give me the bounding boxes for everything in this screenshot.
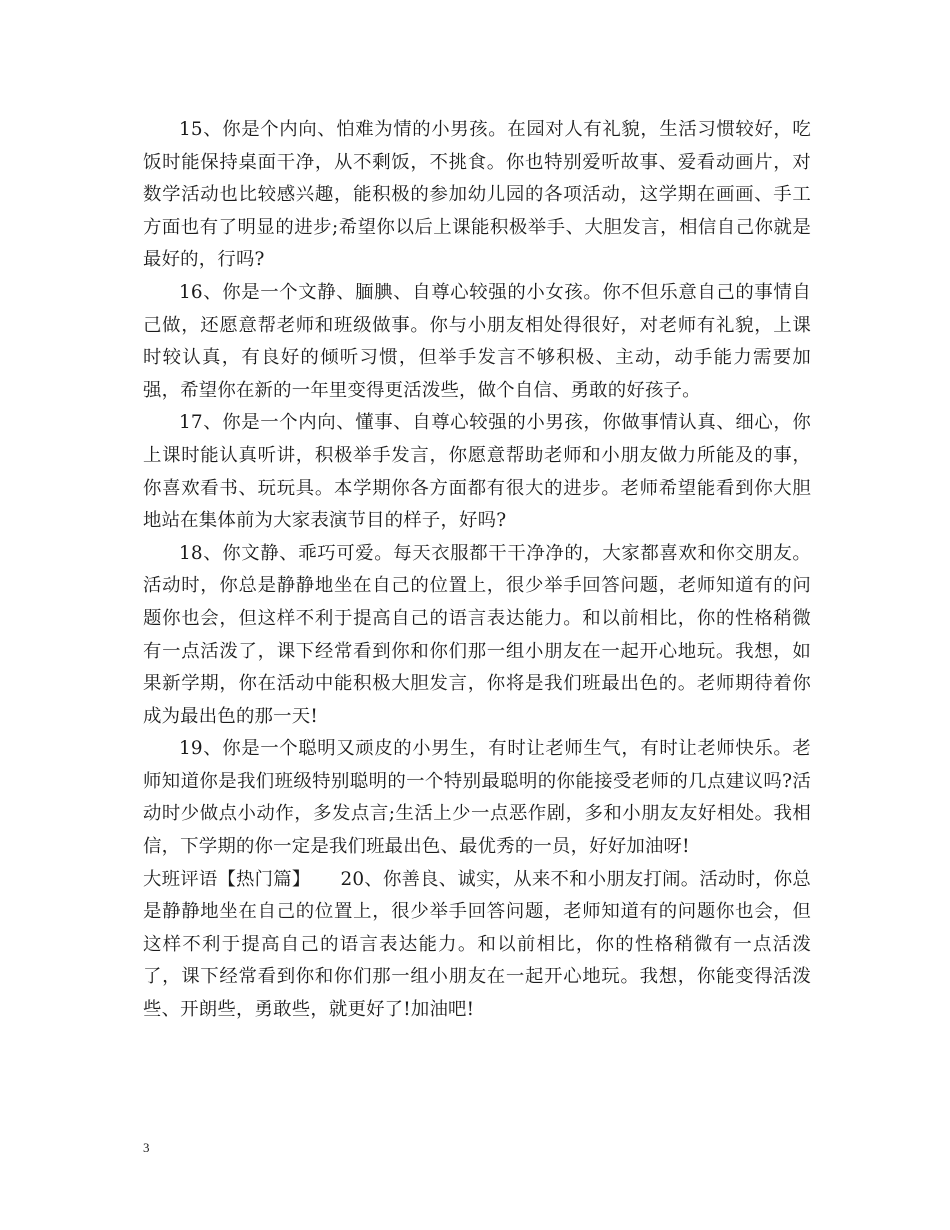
paragraph-20: 20、你善良、诚实，从来不和小朋友打闹。活动时，你总是静静地坐在自己的位置上，很少举手回答问题，老师知道有的问题你也会，但这样不利于提高自己的语言表达能力。和以前相比，你的性格稍微有一点活泼了，课下经常看到你和你们那一组小朋友在一起开心地玩。我想，你能变得活泼些、开朗些，勇敢些，就更好了!加油吧! — [143, 868, 811, 1021]
paragraph-19: 19、你是一个聪明又顽皮的小男生，有时让老师生气，有时让老师快乐。老师知道你是我们班级特别聪明的一个特别最聪明的你能接受老师的几点建议吗?活动时少做点小动作，多发点言;生活上少一点恶作剧，多和小朋友友好相处。我相信，下学期的你一定是我们班最出色、最优秀的一员，好好加油呀! — [143, 738, 811, 858]
paragraph-16: 16、你是一个文静、腼腆、自尊心较强的小女孩。你不但乐意自己的事情自己做，还愿意帮老师和班级做事。你与小朋友相处得很好，对老师有礼貌，上课时较认真，有良好的倾听习惯，但举手发言不够积极、主动，动手能力需要加强，希望你在新的一年里变得更活泼些，做个自信、勇敢的好孩子。 — [143, 281, 811, 401]
paragraph-20-with-heading — [143, 864, 811, 1027]
paragraph-15: 15、你是个内向、怕难为情的小男孩。在园对人有礼貌，生活习惯较好，吃饭时能保持桌面干净，从不剩饭，不挑食。你也特别爱听故事、爱看动画片，对数学活动也比较感兴趣，能积极的参加幼儿园的各项活动，这学期在画画、手工方面也有了明显的进步;希望你以后上课能积极举手、大胆发言，相信自己你就是最好的，行吗? — [143, 119, 811, 271]
paragraph-18: 18、你文静、乖巧可爱。每天衣服都干干净净的，大家都喜欢和你交朋友。活动时，你总是静静地坐在自己的位置上，很少举手回答问题，老师知道有的问题你也会，但这样不利于提高自己的语言表达能力。和以前相比，你的性格稍微有一点活泼了，课下经常看到你和你们那一组小朋友在一起开心地玩。我想，如果新学期，你在活动中能积极大胆发言，你将是我们班最出色的。老师期待着你成为最出色的那一天! — [143, 542, 811, 727]
document-body — [143, 114, 811, 1027]
section-heading: 大班评语【热门篇】 — [143, 868, 311, 890]
paragraph-17: 17、你是一个内向、懂事、自尊心较强的小男孩，你做事情认真、细心，你上课时能认真听讲，积极举手发言，你愿意帮助老师和小朋友做力所能及的事，你喜欢看书、玩玩具。本学期你各方面都有很大的进步。老师希望能看到你大胆地站在集体前为大家表演节目的样子，好吗? — [143, 412, 811, 532]
page-number: 3 — [143, 1140, 150, 1155]
